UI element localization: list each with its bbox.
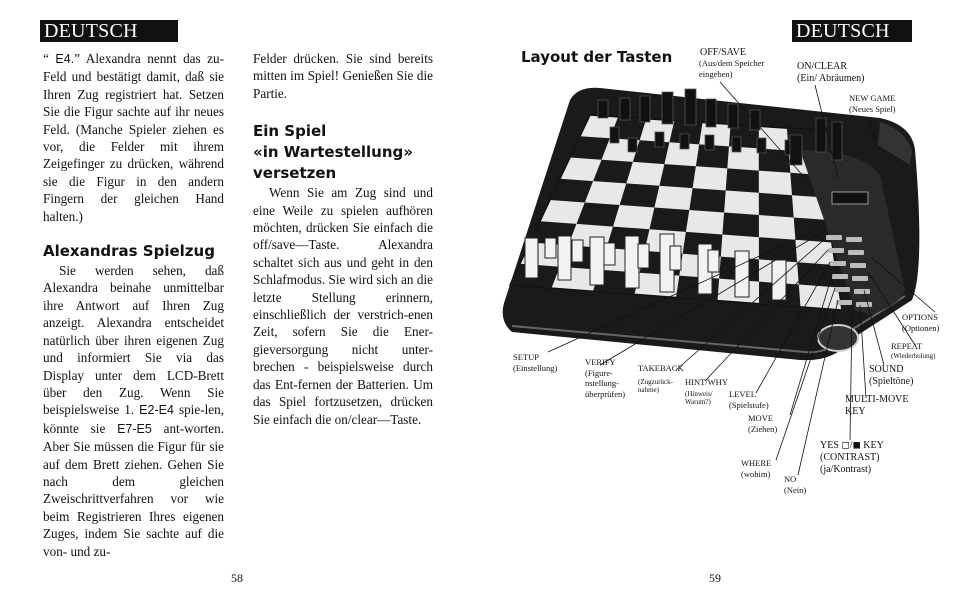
piece-black — [680, 134, 689, 149]
section-header-right: DEUTSCH — [792, 20, 912, 42]
piece-white — [625, 236, 639, 288]
label-new-game: NEW GAME (Neues Spiel) — [849, 93, 896, 114]
label-off-save-de: (Aus/dem Speicher eingeben) — [699, 58, 765, 79]
label-options: OPTIONS (Optionen) — [902, 312, 940, 333]
brand-logo — [832, 192, 868, 204]
piece-black — [628, 138, 637, 152]
label-repeat-de: (Wiederholung) — [891, 352, 936, 360]
piece-black — [750, 110, 760, 130]
board-square-dark — [659, 164, 696, 188]
button-key — [848, 250, 864, 255]
piece-black — [620, 98, 630, 120]
piece-white — [670, 246, 681, 270]
label-yes-contrast: YES ◻/◼ KEY (CONTRAST) (ja/Kontrast) — [820, 440, 884, 475]
piece-black — [598, 100, 608, 118]
piece-white — [604, 243, 615, 265]
heading-wartestellung: Ein Spiel «in Wartestellung» versetzen — [253, 122, 413, 183]
piece-black — [640, 96, 650, 122]
button-key — [834, 287, 850, 292]
board-square-dark — [689, 188, 725, 212]
label-sound: SOUND (Spieltöne) — [869, 364, 914, 387]
button-key — [830, 261, 846, 266]
label-on-clear: ON/CLEAR (Ein/ Abräumen) — [797, 61, 865, 84]
piece-white — [735, 251, 749, 297]
board-square-dark — [620, 183, 660, 207]
button-key — [852, 276, 868, 281]
piece-black — [705, 135, 714, 150]
piece-white — [638, 244, 649, 268]
label-repeat: REPEAT — [891, 341, 923, 351]
page-title-layout: Layout der Tasten — [521, 48, 673, 66]
piece-black — [610, 127, 619, 143]
label-takeback-de: (Zugzurück- nahme) — [638, 378, 673, 394]
piece-black — [685, 89, 696, 125]
button-key — [850, 263, 866, 268]
paragraph-wartestellung: Wenn Sie am Zug sind und eine Weile zu spielen aufhören möchten, drücken Sie einfach die off/save—Taste. Alexandra schaltet sich aus und geht in den Schlafmodus. Sie wird sich an die letzte Stellung erinnern, einschließlich der verstrich-enen Zeit, sofern Sie die Ener-gieversorgung nicht unter-brechen - beispielsweise durch das Ent-fernen der Batterien. Um das Spiel fortzusetzen, drücken Sie einfach die on/clear—Taste. — [253, 185, 433, 427]
page-number-left: 58 — [231, 571, 243, 585]
label-no: NO (Nein) — [784, 474, 807, 495]
label-hint-why: HINT/WHY — [685, 377, 728, 387]
board-square-dark — [650, 208, 690, 232]
piece-white — [708, 250, 719, 272]
label-where: WHERE (wohim) — [741, 458, 772, 479]
button-key — [846, 237, 862, 242]
button-key — [856, 302, 872, 307]
section-header-left: DEUTSCH — [40, 20, 178, 42]
label-hint-why-de: (Hinweis/ Warum?) — [685, 390, 713, 406]
heading-alexandras-spielzug: Alexandras Spielzug — [43, 242, 215, 261]
board-square-dark — [722, 213, 759, 238]
paragraph-spielzug: Sie werden sehen, daß Alexandra beinahe unmittelbar ihre Antwort auf Ihren Zug anzeigt. Alexandra entscheidet natürlich über ihren eigenen Zug und informiert Sie via das Display unter dem LCD-Brett über den Zug. Wenn Sie beispielsweise 1. E2-E4 spie-len, könnte sie E7-E5 ant-worten. Aber Sie müssen die Figur für sie auf dem Brett ziehen. Gehen Sie nach dem gleichen Zweischrittverfahren vor wie beim Registrieren Ihres eigenen Zuges, indem Sie sachte auf die von- und zu- — [43, 263, 225, 559]
page-number-right: 59 — [709, 571, 721, 585]
piece-white — [572, 240, 583, 262]
piece-black — [728, 104, 738, 128]
piece-white — [772, 260, 786, 300]
piece-black — [790, 135, 802, 165]
piece-white — [590, 237, 604, 285]
board-square-dark — [726, 168, 759, 192]
piece-black — [655, 132, 664, 147]
label-level: LEVEL (Spielstufe) — [729, 389, 769, 410]
piece-black — [832, 122, 842, 160]
label-takeback: TAKEBACK — [638, 363, 684, 373]
button-key — [828, 248, 844, 253]
label-verify: VERIFY (Figure- nstellung- überprüfen) — [585, 357, 626, 399]
piece-black — [757, 138, 766, 153]
label-multi-move: MULTI-MOVE KEY — [845, 394, 909, 417]
board-square-dark — [759, 193, 794, 218]
piece-white — [545, 238, 556, 258]
piece-white — [525, 238, 538, 278]
button-key — [826, 235, 842, 240]
button-key — [832, 274, 848, 279]
piece-black — [706, 99, 716, 127]
piece-black — [732, 137, 741, 152]
label-off-save: OFF/SAVE — [700, 47, 746, 58]
piece-black — [662, 92, 673, 124]
button-key — [836, 300, 852, 305]
button-key — [854, 289, 870, 294]
label-setup: SETUP (Einstellung) — [513, 352, 558, 373]
paragraph-intro: “ E4.” Alexandra nennt das zu-Feld und bestätigt damit, daß sie Ihren Zug registriert hat. Setzen Sie die Figur sachte auf ihr neues Feld. (Manche Spieler ziehen es vor, die Felder mit ihrem Zeigefinger zu drücken, während sie die Figur in den andern Fingern der gleichen Hand halten.) — [43, 51, 225, 224]
paragraph-continue: Felder drücken. Sie sind bereits mitten im Spiel! Genießen Sie die Partie. — [253, 51, 433, 101]
label-move: MOVE (Ziehen) — [748, 413, 778, 434]
piece-white — [558, 236, 571, 280]
